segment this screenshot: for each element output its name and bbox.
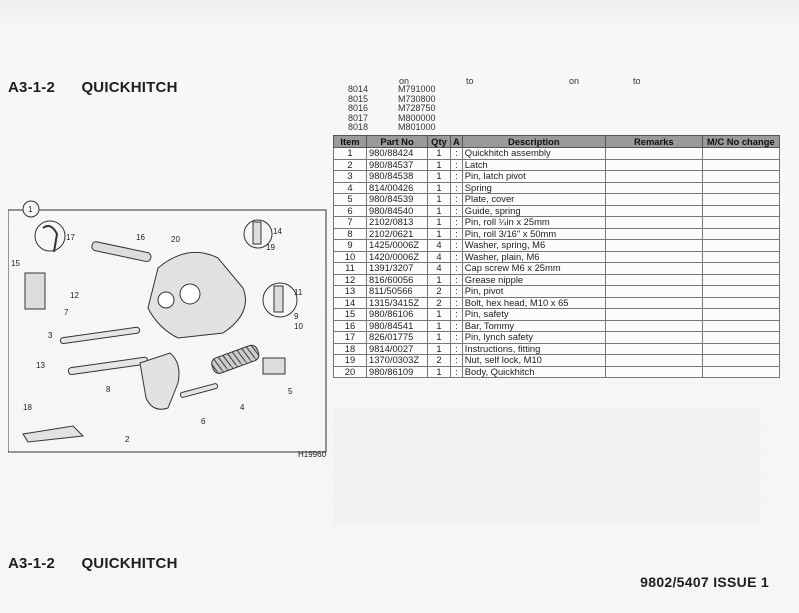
cell-a: : bbox=[451, 240, 463, 252]
cell-item: 11 bbox=[334, 263, 367, 275]
cell-description: Grease nipple bbox=[462, 274, 605, 286]
cell-qty: 1 bbox=[428, 159, 451, 171]
table-row bbox=[334, 366, 780, 378]
cell-mc-no-change bbox=[702, 217, 779, 229]
col-qty: Qty bbox=[428, 136, 451, 148]
cell-description: Pin, roll ¼in x 25mm bbox=[462, 217, 605, 229]
cell-item: 4 bbox=[334, 182, 367, 194]
table-row bbox=[334, 251, 780, 263]
callout-6: 6 bbox=[201, 417, 206, 426]
cell-a: : bbox=[451, 355, 463, 367]
callout-10: 10 bbox=[294, 322, 303, 331]
cell-a: : bbox=[451, 332, 463, 344]
cell-a: : bbox=[451, 171, 463, 183]
cell-part-no: 980/84537 bbox=[367, 159, 428, 171]
table-row bbox=[334, 355, 780, 367]
cell-mc-no-change bbox=[702, 194, 779, 206]
cell-mc-no-change bbox=[702, 297, 779, 309]
cell-mc-no-change bbox=[702, 286, 779, 298]
cell-item: 17 bbox=[334, 332, 367, 344]
col-remarks: Remarks bbox=[605, 136, 702, 148]
cell-mc-no-change bbox=[702, 205, 779, 217]
cell-qty: 1 bbox=[428, 205, 451, 217]
body-pivot-hole bbox=[158, 292, 174, 308]
table-row bbox=[334, 228, 780, 240]
cell-qty: 1 bbox=[428, 182, 451, 194]
cell-a: : bbox=[451, 286, 463, 298]
cell-description: Pin, pivot bbox=[462, 286, 605, 298]
cell-part-no: 811/50566 bbox=[367, 286, 428, 298]
cell-item: 1 bbox=[334, 148, 367, 160]
cell-remarks bbox=[605, 205, 702, 217]
cell-qty: 1 bbox=[428, 217, 451, 229]
callout-12: 12 bbox=[70, 291, 79, 300]
cell-mc-no-change bbox=[702, 263, 779, 275]
cell-qty: 2 bbox=[428, 355, 451, 367]
cell-remarks bbox=[605, 343, 702, 355]
cell-mc-no-change bbox=[702, 148, 779, 160]
cell-a: : bbox=[451, 309, 463, 321]
callout-13: 13 bbox=[36, 361, 45, 370]
cell-description: Plate, cover bbox=[462, 194, 605, 206]
show-through-table bbox=[333, 408, 761, 526]
serial-row: 8016 M728750 bbox=[348, 103, 436, 113]
latch-pivot-pin-shape bbox=[60, 327, 140, 344]
cell-part-no: 826/01775 bbox=[367, 332, 428, 344]
cell-description: Spring bbox=[462, 182, 605, 194]
callout-3: 3 bbox=[48, 331, 53, 340]
cell-item: 7 bbox=[334, 217, 367, 229]
serial-row: 8017 M800000 bbox=[348, 112, 436, 123]
cell-a: : bbox=[451, 182, 463, 194]
cell-a: : bbox=[451, 320, 463, 332]
cell-remarks bbox=[605, 320, 702, 332]
issue-label: 9802/5407 ISSUE 1 bbox=[640, 574, 769, 590]
cell-item: 12 bbox=[334, 274, 367, 286]
cell-a: : bbox=[451, 228, 463, 240]
cell-qty: 1 bbox=[428, 343, 451, 355]
cell-item: 6 bbox=[334, 205, 367, 217]
cell-qty: 1 bbox=[428, 320, 451, 332]
cell-description: Guide, spring bbox=[462, 205, 605, 217]
cell-qty: 1 bbox=[428, 366, 451, 378]
callout-1: 1 bbox=[28, 205, 33, 214]
serial-col-to-2: to bbox=[633, 76, 641, 86]
cell-part-no: 1315/3415Z bbox=[367, 297, 428, 309]
cell-mc-no-change bbox=[702, 320, 779, 332]
cell-description: Pin, safety bbox=[462, 309, 605, 321]
cell-remarks bbox=[605, 274, 702, 286]
pivot-pin-shape bbox=[68, 357, 148, 375]
cell-remarks bbox=[605, 332, 702, 344]
cell-qty: 1 bbox=[428, 194, 451, 206]
cell-mc-no-change bbox=[702, 171, 779, 183]
callout-11: 11 bbox=[294, 288, 303, 297]
cell-item: 18 bbox=[334, 343, 367, 355]
cell-remarks bbox=[605, 286, 702, 298]
callout-15: 15 bbox=[11, 259, 20, 268]
cell-part-no: 1420/0006Z bbox=[367, 251, 428, 263]
cell-item: 14 bbox=[334, 297, 367, 309]
cell-mc-no-change bbox=[702, 332, 779, 344]
col-description: Description bbox=[462, 136, 605, 148]
table-row bbox=[334, 320, 780, 332]
cell-description: Cap screw M6 x 25mm bbox=[462, 263, 605, 275]
cell-remarks bbox=[605, 148, 702, 160]
spring-shape bbox=[210, 344, 261, 375]
cell-part-no: 814/00426 bbox=[367, 182, 428, 194]
cell-a: : bbox=[451, 194, 463, 206]
table-row bbox=[334, 297, 780, 309]
cell-item: 3 bbox=[334, 171, 367, 183]
cell-mc-no-change bbox=[702, 355, 779, 367]
cell-qty: 1 bbox=[428, 148, 451, 160]
cell-part-no: 980/84540 bbox=[367, 205, 428, 217]
cell-a: : bbox=[451, 343, 463, 355]
col-a: A bbox=[451, 136, 463, 148]
cell-a: : bbox=[451, 251, 463, 263]
cell-description: Quickhitch assembly bbox=[462, 148, 605, 160]
cell-a: : bbox=[451, 148, 463, 160]
cell-mc-no-change bbox=[702, 228, 779, 240]
cell-remarks bbox=[605, 251, 702, 263]
safety-pin-shape bbox=[25, 273, 45, 309]
parts-table-body bbox=[334, 148, 780, 378]
cell-a: : bbox=[451, 159, 463, 171]
bolt-shape bbox=[253, 222, 261, 244]
cell-description: Instructions, fitting bbox=[462, 343, 605, 355]
serial-col-to-1: to bbox=[466, 76, 474, 86]
table-row bbox=[334, 148, 780, 160]
cell-part-no: 980/86109 bbox=[367, 366, 428, 378]
cell-a: : bbox=[451, 217, 463, 229]
col-item: Item bbox=[334, 136, 367, 148]
cell-item: 9 bbox=[334, 240, 367, 252]
cell-item: 8 bbox=[334, 228, 367, 240]
serial-row: 8015 M730800 bbox=[348, 93, 436, 104]
cell-qty: 4 bbox=[428, 240, 451, 252]
cell-mc-no-change bbox=[702, 182, 779, 194]
cell-mc-no-change bbox=[702, 251, 779, 263]
cell-qty: 1 bbox=[428, 332, 451, 344]
callout-14: 14 bbox=[273, 227, 282, 236]
cell-description: Latch bbox=[462, 159, 605, 171]
cell-remarks bbox=[605, 194, 702, 206]
diagram-ref: H19960 bbox=[298, 450, 327, 459]
cell-description: Body, Quickhitch bbox=[462, 366, 605, 378]
callout-7: 7 bbox=[64, 308, 69, 317]
cell-item: 20 bbox=[334, 366, 367, 378]
body-pivot-hole bbox=[180, 284, 200, 304]
cell-mc-no-change bbox=[702, 366, 779, 378]
exploded-diagram bbox=[8, 198, 330, 460]
cell-qty: 2 bbox=[428, 297, 451, 309]
cell-part-no: 980/84539 bbox=[367, 194, 428, 206]
cell-remarks bbox=[605, 297, 702, 309]
callout-20: 20 bbox=[171, 235, 180, 244]
cell-remarks bbox=[605, 159, 702, 171]
cell-part-no: 980/84538 bbox=[367, 171, 428, 183]
callout-19: 19 bbox=[266, 243, 275, 252]
serial-list bbox=[348, 85, 436, 133]
cell-part-no: 1391/3207 bbox=[367, 263, 428, 275]
cell-description: Pin, roll 3/16" x 50mm bbox=[462, 228, 605, 240]
instructions-sheet-shape bbox=[23, 426, 83, 442]
callout-8: 8 bbox=[106, 385, 111, 394]
cell-remarks bbox=[605, 263, 702, 275]
cell-remarks bbox=[605, 366, 702, 378]
cap-screw-shape bbox=[274, 286, 283, 312]
table-row bbox=[334, 309, 780, 321]
latch-shape bbox=[140, 353, 179, 409]
serial-row: 8018 M801000 bbox=[348, 122, 436, 132]
table-row bbox=[334, 240, 780, 252]
cell-remarks bbox=[605, 171, 702, 183]
section-code: A3-1-2 bbox=[8, 79, 56, 96]
cell-part-no: 2102/0621 bbox=[367, 228, 428, 240]
cell-item: 13 bbox=[334, 286, 367, 298]
cell-a: : bbox=[451, 205, 463, 217]
serial-col-on-1: on bbox=[399, 76, 410, 86]
cell-mc-no-change bbox=[702, 240, 779, 252]
lynch-pin-shape bbox=[43, 226, 57, 252]
callout-16: 16 bbox=[136, 233, 145, 242]
callout-2: 2 bbox=[125, 435, 130, 444]
cell-mc-no-change bbox=[702, 274, 779, 286]
table-row bbox=[334, 332, 780, 344]
cover-plate-shape bbox=[263, 358, 285, 374]
cell-qty: 1 bbox=[428, 228, 451, 240]
cell-remarks bbox=[605, 217, 702, 229]
cell-item: 16 bbox=[334, 320, 367, 332]
callout-4: 4 bbox=[240, 403, 245, 412]
col-part-no: Part No bbox=[367, 136, 428, 148]
cell-item: 5 bbox=[334, 194, 367, 206]
cell-item: 10 bbox=[334, 251, 367, 263]
table-row bbox=[334, 343, 780, 355]
spring-guide-shape bbox=[180, 383, 218, 398]
cell-description: Bolt, hex head, M10 x 65 bbox=[462, 297, 605, 309]
cell-remarks bbox=[605, 355, 702, 367]
cell-item: 2 bbox=[334, 159, 367, 171]
callout-9: 9 bbox=[294, 312, 299, 321]
tommy-bar-shape bbox=[91, 241, 152, 262]
cell-part-no: 1425/0006Z bbox=[367, 240, 428, 252]
cell-item: 15 bbox=[334, 309, 367, 321]
serial-row: 8014 M791000 bbox=[348, 84, 436, 94]
cell-remarks bbox=[605, 240, 702, 252]
table-row bbox=[334, 286, 780, 298]
cell-item: 19 bbox=[334, 355, 367, 367]
cell-remarks bbox=[605, 228, 702, 240]
cell-mc-no-change bbox=[702, 343, 779, 355]
table-row bbox=[334, 274, 780, 286]
cell-part-no: 2102/0813 bbox=[367, 217, 428, 229]
footer-section-title: QUICKHITCH bbox=[81, 555, 178, 572]
cell-part-no: 9814/0027 bbox=[367, 343, 428, 355]
table-row bbox=[334, 263, 780, 275]
cell-a: : bbox=[451, 297, 463, 309]
page-footer-title bbox=[8, 555, 178, 572]
section-title: QUICKHITCH bbox=[81, 79, 178, 96]
cell-remarks bbox=[605, 182, 702, 194]
cell-qty: 1 bbox=[428, 309, 451, 321]
cell-part-no: 980/84541 bbox=[367, 320, 428, 332]
cell-qty: 1 bbox=[428, 171, 451, 183]
table-row bbox=[334, 194, 780, 206]
cell-qty: 1 bbox=[428, 274, 451, 286]
callout-18: 18 bbox=[23, 403, 32, 412]
cell-remarks bbox=[605, 309, 702, 321]
table-row bbox=[334, 217, 780, 229]
cell-part-no: 980/88424 bbox=[367, 148, 428, 160]
cell-description: Bar, Tommy bbox=[462, 320, 605, 332]
cell-mc-no-change bbox=[702, 159, 779, 171]
table-row bbox=[334, 159, 780, 171]
cell-description: Pin, lynch safety bbox=[462, 332, 605, 344]
cell-qty: 4 bbox=[428, 251, 451, 263]
cell-a: : bbox=[451, 274, 463, 286]
cell-part-no: 980/86106 bbox=[367, 309, 428, 321]
cell-qty: 2 bbox=[428, 286, 451, 298]
table-row bbox=[334, 205, 780, 217]
callout-5: 5 bbox=[288, 387, 293, 396]
cell-description: Washer, plain, M6 bbox=[462, 251, 605, 263]
cell-description: Washer, spring, M6 bbox=[462, 240, 605, 252]
table-header-row bbox=[334, 136, 780, 148]
cell-a: : bbox=[451, 366, 463, 378]
cell-description: Pin, latch pivot bbox=[462, 171, 605, 183]
cell-a: : bbox=[451, 263, 463, 275]
table-row bbox=[334, 182, 780, 194]
callout-17: 17 bbox=[66, 233, 75, 242]
cell-qty: 4 bbox=[428, 263, 451, 275]
cell-part-no: 816/60056 bbox=[367, 274, 428, 286]
cell-part-no: 1370/0303Z bbox=[367, 355, 428, 367]
table-row bbox=[334, 171, 780, 183]
parts-table bbox=[333, 135, 780, 378]
footer-section-code: A3-1-2 bbox=[8, 555, 56, 572]
cell-description: Nut, self lock, M10 bbox=[462, 355, 605, 367]
cell-mc-no-change bbox=[702, 309, 779, 321]
col-mc-no-change: M/C No change bbox=[702, 136, 779, 148]
serial-col-on-2: on bbox=[569, 76, 580, 86]
page-title bbox=[8, 79, 178, 96]
